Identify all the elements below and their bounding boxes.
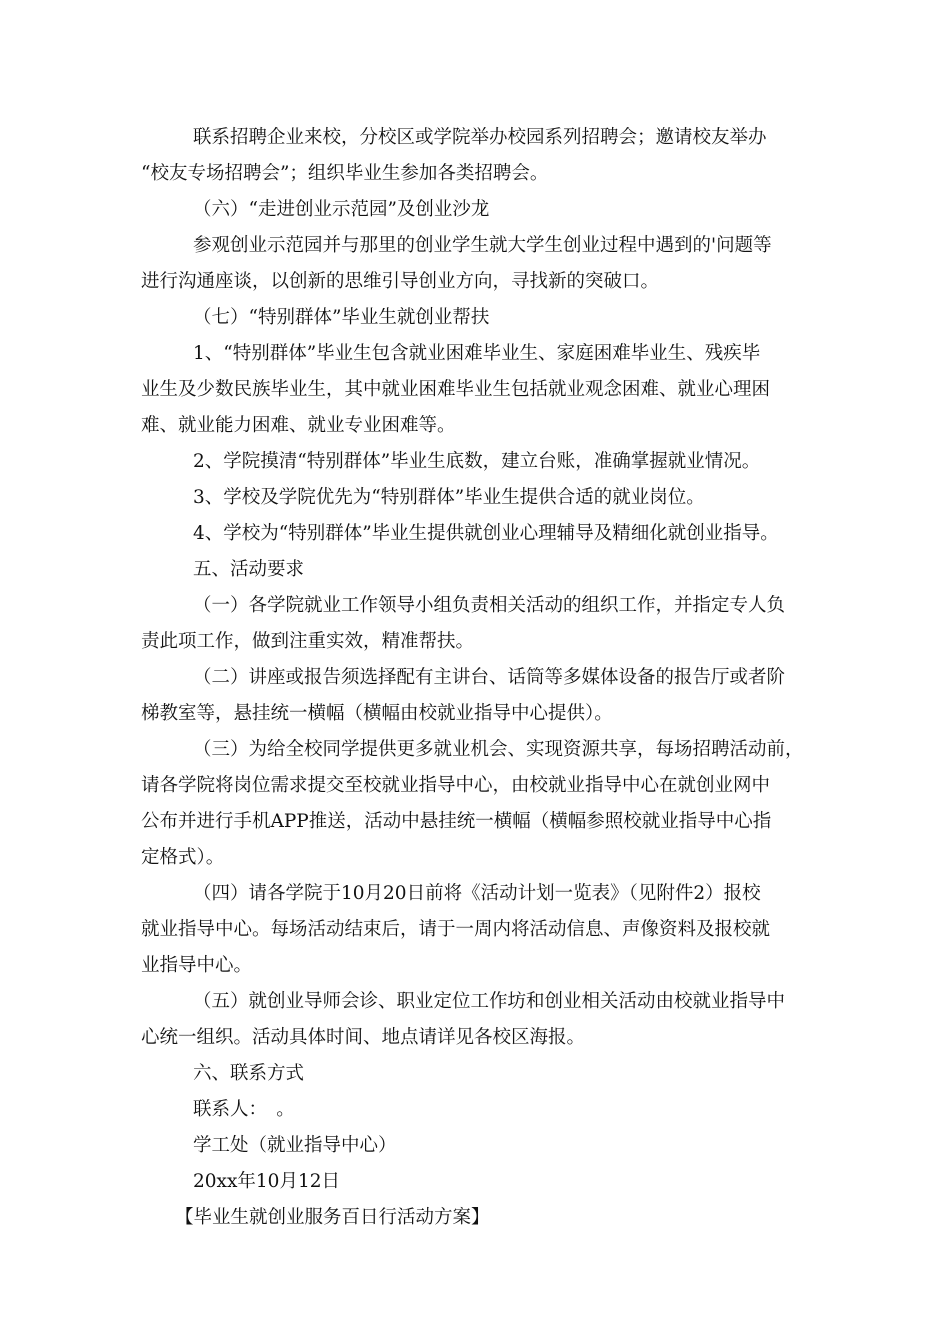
section-heading: （六）“走进创业示范园”及创业沙龙 xyxy=(193,199,490,220)
paragraph-line: 就业指导中心。每场活动结束后，请于一周内将活动信息、声像资料及报校就 xyxy=(141,919,771,940)
document-title-footer: 【毕业生就创业服务百日行活动方案】 xyxy=(175,1207,490,1228)
paragraph-line: （五）就创业导师会诊、职业定位工作坊和创业相关活动由校就业指导中 xyxy=(193,991,786,1012)
paragraph-line: 业指导中心。 xyxy=(141,955,253,976)
paragraph-line: 定格式）。 xyxy=(141,847,225,868)
paragraph-line: 请各学院将岗位需求提交至校就业指导中心，由校就业指导中心在就创业网中 xyxy=(141,775,771,796)
paragraph-line: （一）各学院就业工作领导小组负责相关活动的组织工作，并指定专人负 xyxy=(193,595,786,616)
section-heading: 六、联系方式 xyxy=(193,1063,305,1084)
paragraph-line: 公布并进行手机APP推送，活动中悬挂统一横幅（横幅参照校就业指导中心指 xyxy=(141,811,772,832)
contact-line: 联系人： 。 xyxy=(193,1099,295,1120)
paragraph-line: 业生及少数民族毕业生，其中就业困难毕业生包括就业观念困难、就业心理困 xyxy=(141,379,771,400)
paragraph-line: 进行沟通座谈，以创新的思维引导创业方向，寻找新的突破口。 xyxy=(141,271,660,292)
paragraph-line: （四）请各学院于10月20日前将《活动计划一览表》（见附件2）报校 xyxy=(193,883,761,904)
paragraph-line: 2、学院摸清“特别群体”毕业生底数，建立台账，准确掌握就业情况。 xyxy=(193,451,761,472)
paragraph-line: 参观创业示范园并与那里的创业学生就大学生创业过程中遇到的'问题等 xyxy=(193,235,772,256)
organization-line: 学工处（就业指导中心） xyxy=(193,1135,397,1156)
paragraph-line: （三）为给全校同学提供更多就业机会、实现资源共享，每场招聘活动前， xyxy=(193,739,804,760)
paragraph-line: 难、就业能力困难、就业专业困难等。 xyxy=(141,415,456,436)
paragraph-line: 4、学校为“特别群体”毕业生提供就创业心理辅导及精细化就创业指导。 xyxy=(193,523,779,544)
date-line: 20xx年10月12日 xyxy=(193,1171,340,1192)
paragraph-line: 3、学校及学院优先为“特别群体”毕业生提供合适的就业岗位。 xyxy=(193,487,705,508)
section-heading: 五、活动要求 xyxy=(193,559,305,580)
section-heading: （七）“特别群体”毕业生就创业帮扶 xyxy=(193,307,490,328)
paragraph-line: “校友专场招聘会”；组织毕业生参加各类招聘会。 xyxy=(141,163,549,184)
paragraph-line: 责此项工作，做到注重实效，精准帮扶。 xyxy=(141,631,475,652)
paragraph-line: 心统一组织。活动具体时间、地点请详见各校区海报。 xyxy=(141,1027,586,1048)
paragraph-line: 1、“特别群体”毕业生包含就业困难毕业生、家庭困难毕业生、残疾毕 xyxy=(193,343,761,364)
paragraph-line: 梯教室等，悬挂统一横幅（横幅由校就业指导中心提供）。 xyxy=(141,703,613,724)
paragraph-line: 联系招聘企业来校，分校区或学院举办校园系列招聘会；邀请校友举办 xyxy=(193,127,767,148)
paragraph-line: （二）讲座或报告须选择配有主讲台、话筒等多媒体设备的报告厅或者阶 xyxy=(193,667,786,688)
